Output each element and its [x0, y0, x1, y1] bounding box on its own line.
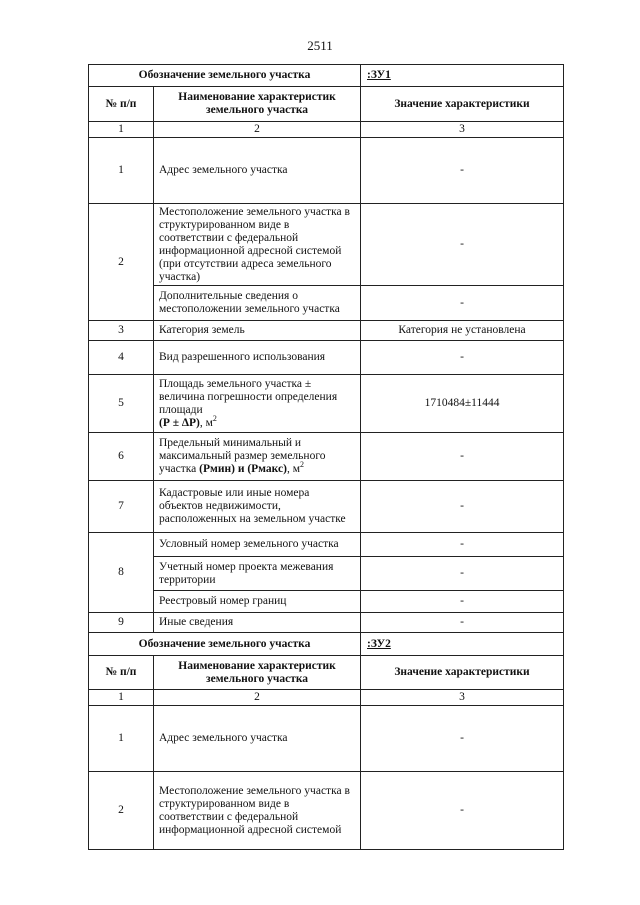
table-row — [89, 433, 564, 481]
row-name-text: Площадь земельного участка ± величина погрешности определения площади — [159, 377, 338, 416]
row-number: 8 — [89, 533, 154, 613]
index-cell: 2 — [154, 122, 361, 138]
row-number: 3 — [89, 321, 154, 341]
designation-row — [89, 633, 564, 656]
size-unit-exponent: 2 — [299, 460, 304, 470]
index-row — [89, 690, 564, 706]
row-value: - — [361, 481, 564, 533]
row-value: - — [361, 613, 564, 633]
designation-row — [89, 65, 564, 87]
row-name-text: Предельный минимальный и максимальный размер земельного участка — [159, 437, 326, 475]
area-formula: (Р ± ∆Р) — [159, 416, 200, 429]
num-header: № п/п — [89, 87, 154, 122]
table-row — [89, 533, 564, 557]
index-cell: 3 — [361, 122, 564, 138]
row-value: - — [361, 204, 564, 286]
row-name: Адрес земельного участка — [154, 706, 361, 772]
row-name: Местоположение земельного участка в структурированном виде в соответствии с федеральной информационной адресной системой — [154, 772, 361, 850]
row-number: 7 — [89, 481, 154, 533]
index-cell: 2 — [154, 690, 361, 706]
table-row — [89, 286, 564, 321]
index-row — [89, 122, 564, 138]
name-header: Наименование характеристик земельного участка — [154, 87, 361, 122]
land-parcel-table — [88, 64, 564, 850]
row-name: Категория земель — [154, 321, 361, 341]
size-formula: (Рмин) и (Рмакс) — [199, 463, 287, 475]
row-name: Учетный номер проекта межевания территории — [154, 557, 361, 591]
index-cell: 3 — [361, 690, 564, 706]
designation-label: Обозначение земельного участка — [89, 633, 361, 656]
row-value: - — [361, 433, 564, 481]
table-row — [89, 772, 564, 850]
row-value: - — [361, 706, 564, 772]
page-number: 2511 — [307, 38, 333, 53]
row-value: - — [361, 772, 564, 850]
table-row — [89, 557, 564, 591]
designation-label: Обозначение земельного участка — [89, 65, 361, 87]
row-number: 2 — [89, 204, 154, 321]
row-number: 4 — [89, 341, 154, 375]
table-row — [89, 375, 564, 433]
table-row — [89, 341, 564, 375]
row-name: Местоположение земельного участка в структурированном виде в соответствии с федеральной информационной адресной системой (при отсутствии адреса земельного участка) — [154, 204, 361, 286]
value-header: Значение характеристики — [361, 656, 564, 690]
value-header: Значение характеристики — [361, 87, 564, 122]
header-row — [89, 87, 564, 122]
designation-value: :ЗУ1 — [361, 65, 564, 87]
table-row — [89, 204, 564, 286]
row-number: 1 — [89, 706, 154, 772]
row-number: 9 — [89, 613, 154, 633]
table-row — [89, 481, 564, 533]
index-cell: 1 — [89, 122, 154, 138]
row-name: Реестровый номер границ — [154, 591, 361, 613]
row-number: 5 — [89, 375, 154, 433]
table-row — [89, 591, 564, 613]
table-row — [89, 138, 564, 204]
row-name: Условный номер земельного участка — [154, 533, 361, 557]
row-name: Дополнительные сведения о местоположении земельного участка — [154, 286, 361, 321]
header-row — [89, 656, 564, 690]
index-cell: 1 — [89, 690, 154, 706]
row-value: - — [361, 591, 564, 613]
row-number: 1 — [89, 138, 154, 204]
row-name: Вид разрешенного использования — [154, 341, 361, 375]
area-unit: , м — [199, 416, 213, 429]
designation-value: :ЗУ2 — [361, 633, 564, 656]
table-row — [89, 706, 564, 772]
row-value: 1710484±11444 — [361, 375, 564, 433]
row-name: Адрес земельного участка — [154, 138, 361, 204]
name-header: Наименование характеристик земельного участка — [154, 656, 361, 690]
row-value: - — [361, 286, 564, 321]
table-row — [89, 613, 564, 633]
row-value: - — [361, 138, 564, 204]
table-row — [89, 321, 564, 341]
row-value: - — [361, 557, 564, 591]
num-header: № п/п — [89, 656, 154, 690]
row-number: 6 — [89, 433, 154, 481]
row-number: 2 — [89, 772, 154, 850]
row-name: Иные сведения — [154, 613, 361, 633]
area-unit-exponent: 2 — [212, 413, 217, 423]
row-value: - — [361, 341, 564, 375]
row-name — [154, 433, 361, 481]
row-name — [154, 375, 361, 433]
row-name: Кадастровые или иные номера объектов недвижимости, расположенных на земельном участке — [154, 481, 361, 533]
size-unit: , м — [286, 463, 300, 475]
row-value: - — [361, 533, 564, 557]
row-value: Категория не установлена — [361, 321, 564, 341]
